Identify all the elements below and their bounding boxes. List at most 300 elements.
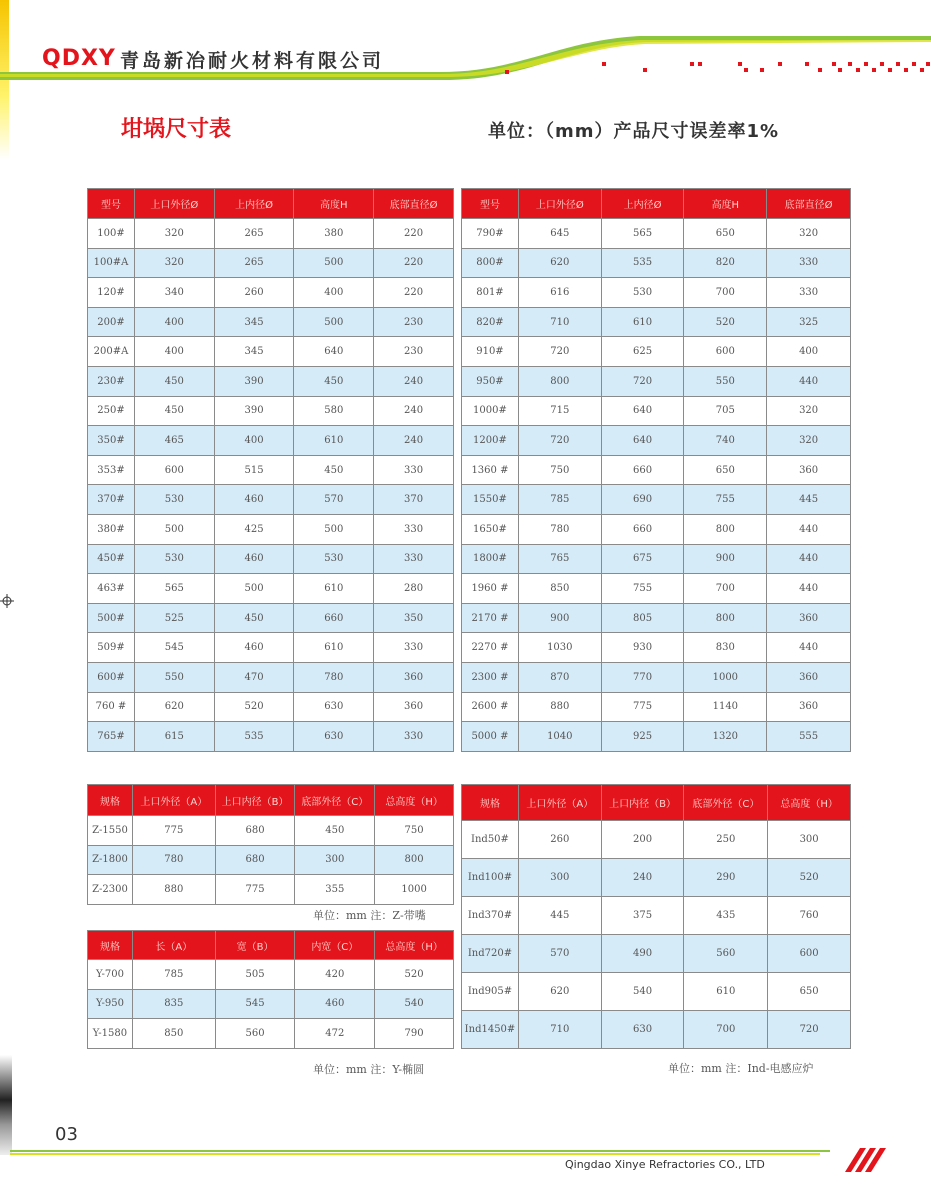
column-header: 型号 — [462, 189, 519, 219]
column-header: 规格 — [88, 785, 133, 816]
dimension-cell: 370 — [374, 485, 454, 515]
dimension-cell: 565 — [601, 219, 684, 249]
table-row — [88, 722, 454, 752]
dimension-cell: 450 — [134, 366, 214, 396]
dimension-cell: 320 — [134, 219, 214, 249]
dimension-cell: 625 — [601, 337, 684, 367]
model-cell: 2270 # — [462, 633, 519, 663]
dimension-cell: 660 — [294, 603, 374, 633]
dimension-cell: 680 — [215, 845, 295, 875]
dimension-cell: 610 — [684, 973, 768, 1011]
table-row — [88, 219, 454, 249]
dimension-cell: 515 — [214, 455, 294, 485]
model-cell: Ind50# — [462, 821, 519, 859]
dimension-cell: 660 — [601, 455, 684, 485]
dimension-cell: 540 — [375, 989, 454, 1019]
model-cell: 1800# — [462, 544, 519, 574]
dimension-cell: 720 — [518, 426, 601, 456]
table-row — [462, 455, 851, 485]
dimension-cell: 265 — [214, 219, 294, 249]
model-cell: 910# — [462, 337, 519, 367]
model-cell: 2300 # — [462, 662, 519, 692]
model-cell: 100#A — [88, 248, 135, 278]
dimension-cell: 765 — [518, 544, 601, 574]
dimension-cell: 400 — [214, 426, 294, 456]
model-cell: 801# — [462, 278, 519, 308]
dimension-cell: 545 — [215, 989, 295, 1019]
dimension-cell: 460 — [214, 485, 294, 515]
dimension-cell: 610 — [294, 574, 374, 604]
model-cell: 2600 # — [462, 692, 519, 722]
model-cell: 350# — [88, 426, 135, 456]
column-header: 高度H — [684, 189, 767, 219]
model-cell: 353# — [88, 455, 135, 485]
dimension-cell: 550 — [684, 366, 767, 396]
table-row — [462, 574, 851, 604]
dimension-cell: 800 — [684, 603, 767, 633]
dimension-cell: 472 — [295, 1019, 375, 1049]
column-header: 规格 — [462, 785, 519, 821]
column-header: 上口外径Ø — [134, 189, 214, 219]
dimension-cell: 300 — [295, 845, 375, 875]
dimension-cell: 500 — [294, 307, 374, 337]
crucible-size-table-right — [461, 188, 851, 752]
model-cell: 509# — [88, 633, 135, 663]
dimension-cell: 465 — [134, 426, 214, 456]
column-header: 型号 — [88, 189, 135, 219]
table-row — [88, 248, 454, 278]
dimension-cell: 440 — [767, 366, 851, 396]
column-header: 高度H — [294, 189, 374, 219]
dimension-cell: 355 — [295, 875, 375, 905]
table-row — [462, 633, 851, 663]
dimension-cell: 930 — [601, 633, 684, 663]
table-row — [88, 960, 454, 990]
dimension-cell: 340 — [134, 278, 214, 308]
model-cell: Y-950 — [88, 989, 133, 1019]
dimension-cell: 600 — [768, 935, 851, 973]
dimension-cell: 330 — [767, 248, 851, 278]
dimension-cell: 780 — [518, 514, 601, 544]
page-header — [0, 0, 931, 95]
dimension-cell: 325 — [767, 307, 851, 337]
dimension-cell: 570 — [518, 935, 601, 973]
dimension-cell: 490 — [601, 935, 684, 973]
dimension-cell: 1030 — [518, 633, 601, 663]
table-row — [462, 248, 851, 278]
dimension-cell: 200 — [601, 821, 684, 859]
model-cell: Ind1450# — [462, 1011, 519, 1049]
model-cell: 380# — [88, 514, 135, 544]
dimension-cell: 360 — [767, 692, 851, 722]
footer-swoosh — [0, 1140, 931, 1180]
dimension-cell: 790 — [375, 1019, 454, 1049]
column-header: 总高度（H） — [375, 931, 454, 960]
dimension-cell: 555 — [767, 722, 851, 752]
model-cell: 200# — [88, 307, 135, 337]
dimension-cell: 645 — [518, 219, 601, 249]
dimension-cell: 520 — [375, 960, 454, 990]
dimension-cell: 400 — [134, 337, 214, 367]
table-row — [462, 307, 851, 337]
table-row — [88, 692, 454, 722]
table-row — [88, 514, 454, 544]
model-cell: 1360 # — [462, 455, 519, 485]
model-cell: 120# — [88, 278, 135, 308]
table-row — [88, 366, 454, 396]
dimension-cell: 755 — [684, 485, 767, 515]
dimension-cell: 345 — [214, 307, 294, 337]
column-header: 上口外径（A） — [132, 785, 215, 816]
company-english-name: Qingdao Xinye Refractories CO., LTD — [565, 1158, 765, 1171]
column-header: 上口内径（B） — [215, 785, 295, 816]
table-row — [462, 722, 851, 752]
table-row — [462, 935, 851, 973]
dimension-cell: 440 — [767, 514, 851, 544]
dimension-cell: 525 — [134, 603, 214, 633]
dimension-cell: 470 — [214, 662, 294, 692]
table-header-row — [88, 189, 454, 219]
dimension-cell: 290 — [684, 859, 768, 897]
dimension-cell: 640 — [294, 337, 374, 367]
table-row — [462, 485, 851, 515]
table-row — [88, 1019, 454, 1049]
y-table-note: 单位：mm 注：Y-椭圆 — [313, 1063, 425, 1076]
page-number: 03 — [55, 1124, 78, 1145]
dimension-cell: 400 — [134, 307, 214, 337]
dimension-cell: 570 — [294, 485, 374, 515]
model-cell: Z-1550 — [88, 816, 133, 846]
crosshair-icon — [0, 594, 14, 608]
dimension-cell: 390 — [214, 366, 294, 396]
table-row — [88, 278, 454, 308]
dimension-cell: 720 — [601, 366, 684, 396]
dimension-cell: 630 — [294, 692, 374, 722]
dimension-cell: 610 — [294, 426, 374, 456]
dimension-cell: 630 — [601, 1011, 684, 1049]
dimension-cell: 265 — [214, 248, 294, 278]
table-row — [462, 366, 851, 396]
dimension-cell: 500 — [294, 248, 374, 278]
dimension-cell: 230 — [374, 337, 454, 367]
dimension-cell: 880 — [518, 692, 601, 722]
dimension-cell: 715 — [518, 396, 601, 426]
dimension-cell: 450 — [134, 396, 214, 426]
dimension-cell: 800 — [518, 366, 601, 396]
table-row — [88, 603, 454, 633]
model-cell: Ind100# — [462, 859, 519, 897]
table-row — [462, 859, 851, 897]
dimension-cell: 450 — [214, 603, 294, 633]
dimension-cell: 620 — [518, 248, 601, 278]
dimension-cell: 880 — [132, 875, 215, 905]
table-row — [462, 603, 851, 633]
table-row — [88, 662, 454, 692]
dimension-cell: 450 — [294, 455, 374, 485]
dimension-cell: 700 — [684, 278, 767, 308]
dimension-cell: 1000 — [684, 662, 767, 692]
model-cell: 200#A — [88, 337, 135, 367]
model-cell: 500# — [88, 603, 135, 633]
column-header: 上内径Ø — [214, 189, 294, 219]
table-row — [88, 574, 454, 604]
dimension-cell: 616 — [518, 278, 601, 308]
model-cell: 1650# — [462, 514, 519, 544]
dimension-cell: 420 — [295, 960, 375, 990]
table-row — [462, 219, 851, 249]
model-cell: 250# — [88, 396, 135, 426]
column-header: 上口外径Ø — [518, 189, 601, 219]
dimension-cell: 710 — [518, 1011, 601, 1049]
table-row — [462, 821, 851, 859]
model-cell: Z-2300 — [88, 875, 133, 905]
dimension-cell: 740 — [684, 426, 767, 456]
dimension-cell: 360 — [767, 603, 851, 633]
dimension-cell: 530 — [294, 544, 374, 574]
brand-logo-text: QDXY — [42, 46, 116, 71]
table-row — [88, 455, 454, 485]
table-row — [88, 307, 454, 337]
dimension-cell: 800 — [375, 845, 454, 875]
z-table-note: 单位：mm 注：Z-带嘴 — [313, 909, 426, 922]
dimension-cell: 460 — [214, 633, 294, 663]
model-cell: 1200# — [462, 426, 519, 456]
dimension-cell: 400 — [767, 337, 851, 367]
dimension-cell: 545 — [134, 633, 214, 663]
dimension-cell: 720 — [518, 337, 601, 367]
table-row — [462, 426, 851, 456]
dimension-cell: 520 — [214, 692, 294, 722]
dimension-cell: 820 — [684, 248, 767, 278]
dimension-cell: 640 — [601, 396, 684, 426]
dimension-cell: 440 — [767, 574, 851, 604]
dimension-cell: 360 — [767, 455, 851, 485]
dimension-cell: 690 — [601, 485, 684, 515]
dimension-cell: 350 — [374, 603, 454, 633]
model-cell: 1550# — [462, 485, 519, 515]
dimension-cell: 320 — [134, 248, 214, 278]
column-header: 长（A） — [132, 931, 215, 960]
dimension-cell: 330 — [767, 278, 851, 308]
model-cell: 950# — [462, 366, 519, 396]
dimension-cell: 755 — [601, 574, 684, 604]
dimension-cell: 770 — [601, 662, 684, 692]
dimension-cell: 220 — [374, 278, 454, 308]
table-row — [88, 989, 454, 1019]
table-row — [462, 544, 851, 574]
dimension-cell: 460 — [295, 989, 375, 1019]
dimension-cell: 520 — [768, 859, 851, 897]
dimension-cell: 925 — [601, 722, 684, 752]
dimension-cell: 680 — [215, 816, 295, 846]
model-cell: 600# — [88, 662, 135, 692]
table-row — [462, 396, 851, 426]
column-header: 总高度（H） — [768, 785, 851, 821]
ind-table-note: 单位：mm 注：Ind-电感应炉 — [668, 1062, 814, 1075]
table-row — [462, 692, 851, 722]
dimension-cell: 870 — [518, 662, 601, 692]
dimension-cell: 780 — [294, 662, 374, 692]
dimension-cell: 345 — [214, 337, 294, 367]
dimension-cell: 500 — [214, 574, 294, 604]
model-cell: 230# — [88, 366, 135, 396]
table-row — [462, 973, 851, 1011]
company-name: 青岛新冶耐火材料有限公司 — [120, 50, 385, 72]
dimension-cell: 240 — [374, 426, 454, 456]
column-header: 底部直径Ø — [374, 189, 454, 219]
dimension-cell: 700 — [684, 574, 767, 604]
y-oval-crucible-table — [87, 930, 454, 1049]
column-header: 规格 — [88, 931, 133, 960]
dimension-cell: 530 — [601, 278, 684, 308]
table-row — [88, 396, 454, 426]
dimension-cell: 565 — [134, 574, 214, 604]
dimension-cell: 445 — [767, 485, 851, 515]
table-row — [462, 337, 851, 367]
dimension-cell: 360 — [767, 662, 851, 692]
model-cell: 100# — [88, 219, 135, 249]
dimension-cell: 280 — [374, 574, 454, 604]
table-row — [462, 897, 851, 935]
table-row — [88, 337, 454, 367]
column-header: 宽（B） — [215, 931, 295, 960]
dimension-cell: 450 — [295, 816, 375, 846]
dimension-cell: 650 — [684, 219, 767, 249]
dimension-cell: 1320 — [684, 722, 767, 752]
column-header: 上内径Ø — [601, 189, 684, 219]
model-cell: 1960 # — [462, 574, 519, 604]
model-cell: Ind905# — [462, 973, 519, 1011]
dimension-cell: 440 — [767, 633, 851, 663]
dimension-cell: 610 — [294, 633, 374, 663]
table-row — [462, 514, 851, 544]
dimension-cell: 220 — [374, 219, 454, 249]
dimension-cell: 775 — [215, 875, 295, 905]
dimension-cell: 775 — [132, 816, 215, 846]
page-title: 坩埚尺寸表 — [121, 117, 232, 142]
dimension-cell: 800 — [684, 514, 767, 544]
column-header: 底部外径（C） — [295, 785, 375, 816]
model-cell: Y-1580 — [88, 1019, 133, 1049]
dimension-cell: 760 — [768, 897, 851, 935]
dimension-cell: 260 — [214, 278, 294, 308]
dimension-cell: 630 — [294, 722, 374, 752]
dimension-cell: 380 — [294, 219, 374, 249]
column-header: 内宽（C） — [295, 931, 375, 960]
dimension-cell: 615 — [134, 722, 214, 752]
unit-note: 单位：（mm）产品尺寸误差率1% — [488, 121, 780, 142]
table-row — [462, 662, 851, 692]
dimension-cell: 1040 — [518, 722, 601, 752]
dimension-cell: 830 — [684, 633, 767, 663]
table-row — [462, 1011, 851, 1049]
dimension-cell: 330 — [374, 544, 454, 574]
dimension-cell: 700 — [684, 1011, 768, 1049]
dimension-cell: 900 — [684, 544, 767, 574]
dimension-cell: 505 — [215, 960, 295, 990]
dimension-cell: 675 — [601, 544, 684, 574]
dimension-cell: 620 — [134, 692, 214, 722]
dimension-cell: 230 — [374, 307, 454, 337]
dimension-cell: 1000 — [375, 875, 454, 905]
table-row — [88, 426, 454, 456]
dimension-cell: 440 — [767, 544, 851, 574]
model-cell: Ind370# — [462, 897, 519, 935]
dimension-cell: 360 — [374, 662, 454, 692]
model-cell: 450# — [88, 544, 135, 574]
dimension-cell: 835 — [132, 989, 215, 1019]
dimension-cell: 850 — [518, 574, 601, 604]
dimension-cell: 330 — [374, 633, 454, 663]
model-cell: Z-1800 — [88, 845, 133, 875]
dimension-cell: 260 — [518, 821, 601, 859]
table-header-row — [462, 189, 851, 219]
dimension-cell: 785 — [132, 960, 215, 990]
model-cell: 5000 # — [462, 722, 519, 752]
dimension-cell: 330 — [374, 514, 454, 544]
dimension-cell: 805 — [601, 603, 684, 633]
dimension-cell: 330 — [374, 722, 454, 752]
table-header-row — [88, 785, 454, 816]
dimension-cell: 320 — [767, 396, 851, 426]
crucible-size-table-left — [87, 188, 454, 752]
dimension-cell: 435 — [684, 897, 768, 935]
dimension-cell: 400 — [294, 278, 374, 308]
dimension-cell: 580 — [294, 396, 374, 426]
column-header: 底部外径（C） — [684, 785, 768, 821]
model-cell: 370# — [88, 485, 135, 515]
dimension-cell: 750 — [518, 455, 601, 485]
column-header: 上口外径（A） — [518, 785, 601, 821]
table-row — [88, 875, 454, 905]
dimension-cell: 660 — [601, 514, 684, 544]
dimension-cell: 560 — [215, 1019, 295, 1049]
dimension-cell: 500 — [294, 514, 374, 544]
model-cell: 765# — [88, 722, 135, 752]
dimension-cell: 250 — [684, 821, 768, 859]
dimension-cell: 600 — [134, 455, 214, 485]
dimension-cell: 300 — [768, 821, 851, 859]
dimension-cell: 425 — [214, 514, 294, 544]
dimension-cell: 500 — [134, 514, 214, 544]
dimension-cell: 710 — [518, 307, 601, 337]
dimension-cell: 650 — [768, 973, 851, 1011]
model-cell: 820# — [462, 307, 519, 337]
ind-induction-furnace-table — [461, 784, 851, 1049]
table-row — [88, 544, 454, 574]
dimension-cell: 360 — [374, 692, 454, 722]
dimension-cell: 650 — [684, 455, 767, 485]
column-header: 底部直径Ø — [767, 189, 851, 219]
dimension-cell: 320 — [767, 426, 851, 456]
dimension-cell: 220 — [374, 248, 454, 278]
dimension-cell: 750 — [375, 816, 454, 846]
model-cell: Y-700 — [88, 960, 133, 990]
dimension-cell: 780 — [132, 845, 215, 875]
dimension-cell: 640 — [601, 426, 684, 456]
dimension-cell: 900 — [518, 603, 601, 633]
dimension-cell: 330 — [374, 455, 454, 485]
z-spout-crucible-table — [87, 784, 454, 905]
dimension-cell: 320 — [767, 219, 851, 249]
dimension-cell: 705 — [684, 396, 767, 426]
dimension-cell: 300 — [518, 859, 601, 897]
dimension-cell: 520 — [684, 307, 767, 337]
model-cell: 790# — [462, 219, 519, 249]
table-row — [88, 816, 454, 846]
dimension-cell: 445 — [518, 897, 601, 935]
table-row — [462, 278, 851, 308]
